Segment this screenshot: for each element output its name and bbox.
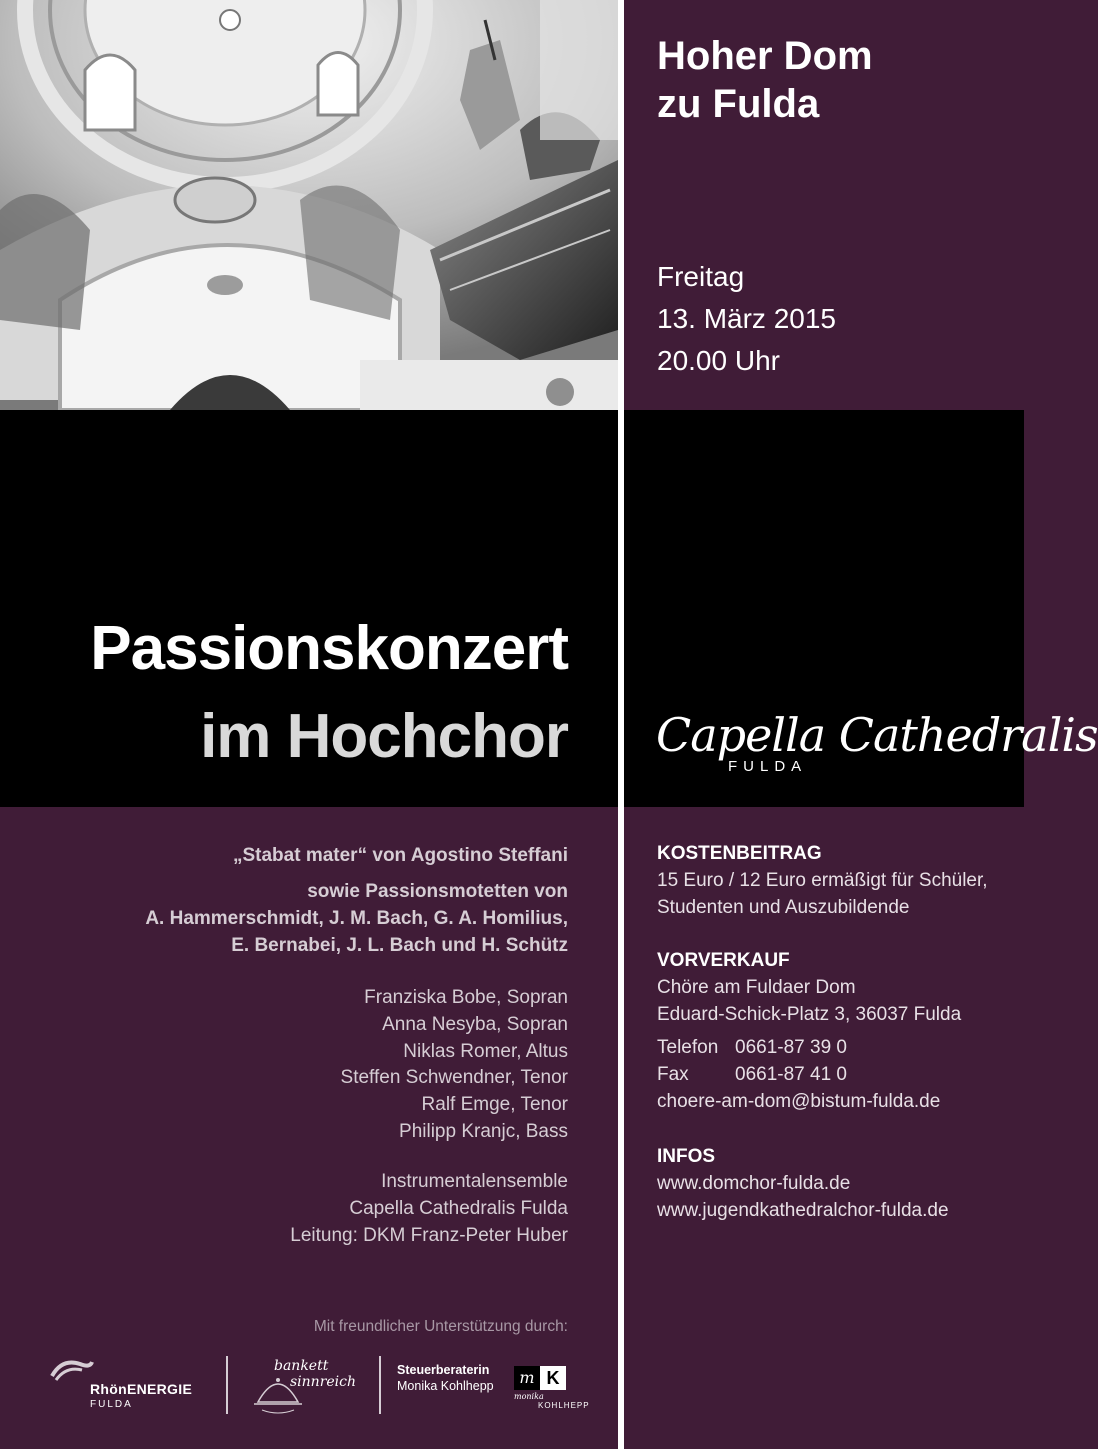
soloist-item: Ralf Emge, Tenor: [421, 1094, 568, 1116]
rhon-name: RhönENERGIE: [90, 1381, 193, 1397]
ensemble-line: Leitung: DKM Franz-Peter Huber: [290, 1224, 568, 1246]
stb-line-1: Steuerberaterin: [397, 1363, 490, 1377]
ensemble-line: Instrumentalensemble: [381, 1171, 568, 1192]
ensemble-info: [290, 1169, 568, 1249]
phone-label: Telefon: [657, 1037, 719, 1058]
event-time: 20.00 Uhr: [657, 345, 780, 376]
mk-sub-1: monika: [514, 1392, 544, 1401]
vorverkauf-heading: VORVERKAUF: [657, 950, 790, 971]
work-composer: von Agostino Steffani: [367, 845, 568, 866]
program-work: [233, 842, 568, 869]
vorverkauf-section: [657, 948, 961, 1115]
venue-line-2: zu Fulda: [657, 82, 820, 126]
mk-box: [514, 1366, 566, 1390]
soloist-item: Franziska Bobe, Sopran: [364, 987, 568, 1008]
soloist-item: Philipp Kranjc, Bass: [399, 1120, 568, 1142]
phone-row: [657, 1034, 961, 1061]
sponsor-divider: [379, 1356, 381, 1414]
motets-line: E. Bernabei, J. L. Bach und H. Schütz: [231, 935, 568, 956]
sponsor-divider: [226, 1356, 228, 1414]
soloist-item: Niklas Romer, Altus: [403, 1040, 568, 1062]
bankett-line-2: sinnreich: [290, 1374, 357, 1390]
mk-k: K: [540, 1366, 566, 1390]
event-date-text: 13. März 2015: [657, 303, 836, 334]
mk-sub-2: KOHLHEPP: [538, 1401, 590, 1410]
program-motets: [145, 878, 568, 959]
email-link[interactable]: choere-am-dom@bistum-fulda.de: [657, 1091, 941, 1112]
fax-row: [657, 1061, 961, 1088]
venue-name: [657, 32, 873, 128]
soloist-item: Steffen Schwendner, Tenor: [340, 1067, 568, 1089]
kosten-section: [657, 841, 988, 921]
title-line-1: Passionskonzert: [90, 614, 568, 683]
venue-line-1: Hoher Dom: [657, 34, 873, 78]
support-text: Mit freundlicher Unterstützung durch:: [313, 1318, 568, 1335]
event-day: Freitag: [657, 261, 745, 292]
rhonenergie-logo: [50, 1356, 192, 1410]
info-link[interactable]: www.domchor-fulda.de: [657, 1173, 851, 1194]
kosten-heading: KOSTENBEITRAG: [657, 843, 822, 864]
kosten-line: Studenten und Auszubildende: [657, 897, 910, 918]
vertical-divider: [618, 0, 624, 1449]
event-date: [657, 256, 836, 382]
motets-line: sowie Passionsmotetten von: [307, 881, 568, 902]
steuerberaterin-logo: [397, 1362, 494, 1394]
fax-number: 0661-87 41 0: [735, 1064, 847, 1085]
fax-label: Fax: [657, 1064, 689, 1085]
mk-logo: [514, 1366, 590, 1410]
rhon-sub: FULDA: [90, 1399, 133, 1410]
vorverkauf-line: Chöre am Fuldaer Dom: [657, 977, 856, 998]
kosten-line: 15 Euro / 12 Euro ermäßigt für Schüler,: [657, 870, 988, 891]
choir-logo: [656, 708, 1098, 775]
soloists-list: [341, 985, 568, 1146]
choir-logo-name: Capella Cathedralis: [656, 708, 1098, 762]
stb-line-2: Monika Kohlhepp: [397, 1379, 494, 1393]
motets-line: A. Hammerschmidt, J. M. Bach, G. A. Homilius,: [145, 908, 568, 929]
title-line-2: im Hochchor: [200, 702, 568, 771]
bankett-line-1: bankett: [274, 1358, 329, 1374]
soloist-item: Anna Nesyba, Sopran: [382, 1013, 568, 1035]
cathedral-photo: [0, 0, 618, 410]
mk-m: m: [514, 1366, 540, 1390]
vorverkauf-line: Eduard-Schick-Platz 3, 36037 Fulda: [657, 1004, 962, 1025]
ensemble-line: Capella Cathedralis Fulda: [349, 1197, 568, 1219]
infos-section: [657, 1144, 949, 1224]
infos-heading: INFOS: [657, 1146, 716, 1167]
wave-icon: [50, 1356, 94, 1382]
work-title: „Stabat mater“: [232, 845, 368, 866]
info-link[interactable]: www.jugendkathedralchor-fulda.de: [657, 1200, 949, 1221]
choir-logo-sub: FULDA: [728, 758, 808, 775]
phone-number[interactable]: 0661-87 39 0: [735, 1037, 847, 1058]
